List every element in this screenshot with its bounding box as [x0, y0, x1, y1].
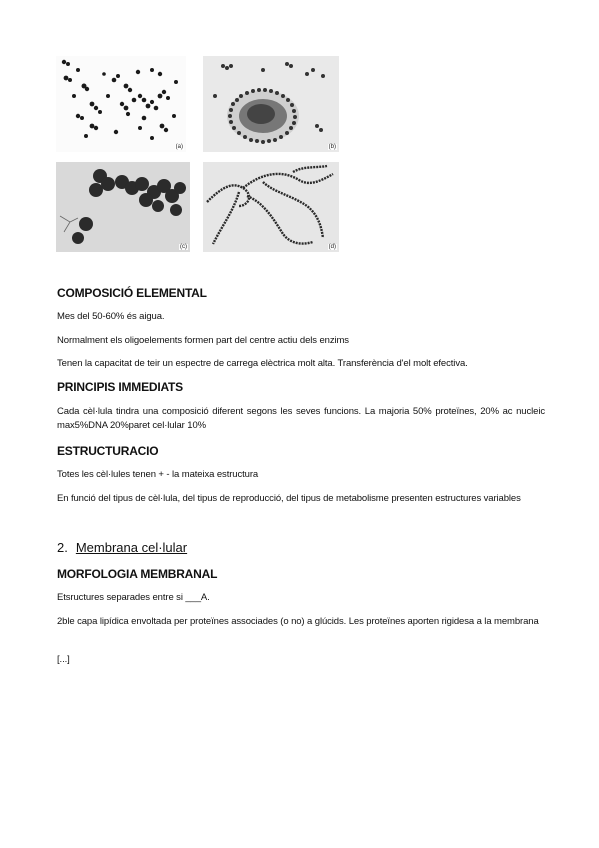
paragraph-mateixa-estructura: Totes les cèl·lules tenen + - la mateixa estructura	[57, 469, 259, 480]
micrograph-c-image	[56, 162, 190, 252]
micrograph-a	[56, 56, 186, 152]
micrograph-b	[203, 56, 339, 152]
heading-composicio-elemental: COMPOSICIÓ ELEMENTAL	[57, 286, 207, 300]
paragraph-estructures-separades: Etsructures separades entre si ___A.	[57, 592, 210, 603]
heading-estructuracio: ESTRUCTURACIO	[57, 444, 159, 458]
figure-label-b: (b)	[328, 144, 336, 150]
micrograph-d	[203, 162, 339, 252]
section-2-heading	[57, 540, 187, 555]
paragraph-espectre-carrega: Tenen la capacitat de teir un espectre de carrega elèctrica molt alta. Transferència d'el molt efectiva.	[57, 358, 468, 369]
paragraph-composicio-cellula: Cada cèl·lula tindra una composició diferent segons les seves funcions. La majoria 50% proteïnes, 20% ac nucleic max5%DNA 20%paret cel·lular 10%	[57, 406, 545, 431]
micrograph-c	[56, 162, 190, 252]
paragraph-estructures-variables: En funció del tipus de cèl·lula, del tipus de reproducció, del tipus de metabolisme presenten estructures variables	[57, 493, 521, 504]
heading-morfologia-membranal: MORFOLOGIA MEMBRANAL	[57, 567, 218, 581]
micrograph-d-image	[203, 162, 339, 252]
figure-label-a: (a)	[175, 144, 183, 150]
paragraph-oligoelements: Normalment els oligoelements formen part del centre actiu dels enzims	[57, 335, 349, 346]
figure-label-c: (c)	[180, 244, 187, 250]
figure-label-d: (d)	[328, 244, 336, 250]
section-title: Membrana cel·lular	[75, 540, 188, 555]
paragraph-aigua: Mes del 50-60% és aigua.	[57, 311, 165, 322]
paragraph-ellipsis: [...]	[57, 654, 70, 665]
paragraph-capa-lipidica: 2ble capa lipídica envoltada per proteïnes associades (o no) a glúcids. Les proteïnes aporten rigidesa a la membrana	[57, 616, 539, 627]
micrograph-b-image	[203, 56, 339, 152]
section-number: 2.	[57, 540, 68, 555]
micrograph-a-image	[56, 56, 186, 152]
heading-principis-immediats: PRINCIPIS IMMEDIATS	[57, 380, 183, 394]
